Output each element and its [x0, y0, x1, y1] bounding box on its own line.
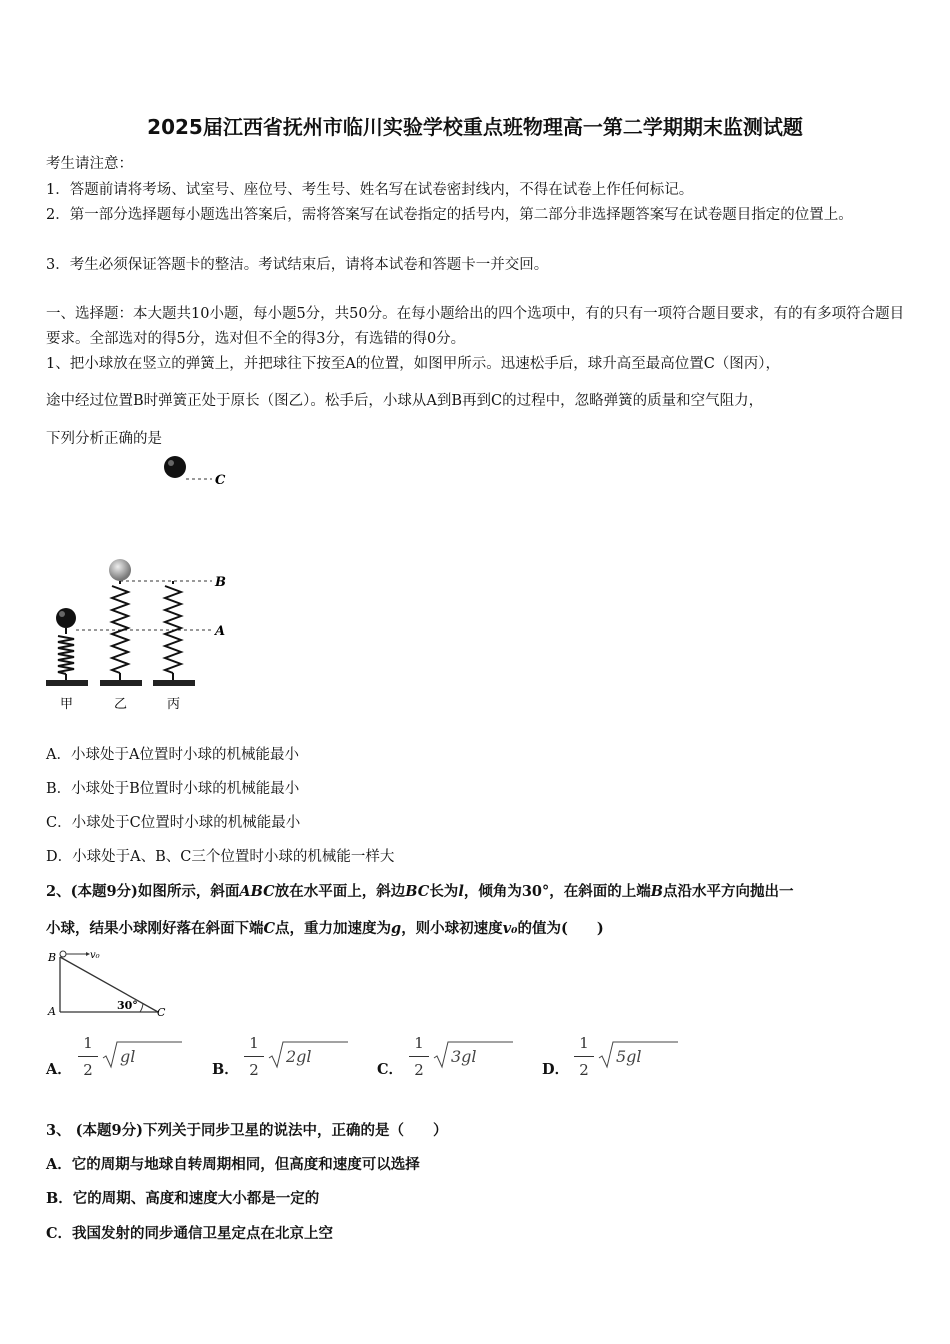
- incline-label-v0: v₀: [90, 950, 100, 961]
- spring-yi: [100, 559, 142, 686]
- incline-label-angle: 30°: [117, 999, 138, 1012]
- svg-text:3gl: 3gl: [451, 1047, 477, 1066]
- q1-stem-line2: 途中经过位置B时弹簧正处于原长（图乙）。松手后，小球从A到B再到C的过程中，忽略弹簧的质量和空气阻力，: [46, 393, 764, 409]
- q2-stem-line2: 小球，结果小球刚好落在斜面下端C点，重力加速度为g，则小球初速度v₀的值为( ): [46, 920, 604, 937]
- q3-option-a: A．它的周期与地球自转周期相同，但高度和速度可以选择: [46, 1156, 420, 1173]
- spring-figure: [40, 450, 250, 720]
- incline-label-b: B: [48, 951, 57, 964]
- svg-text:5gl: 5gl: [616, 1047, 642, 1066]
- notice-item-2: 2．第一部分选择题每小题选出答案后，需将答案写在试卷指定的括号内，第二部分非选择题答案写在试卷题目指定的位置上。: [46, 207, 853, 223]
- spring-jia: [46, 608, 88, 686]
- q1-stem-line3: 下列分析正确的是: [46, 431, 162, 447]
- q3-option-c: C．我国发射的同步通信卫星定点在北京上空: [46, 1225, 334, 1242]
- incline-label-c: C: [157, 1006, 166, 1019]
- incline-label-a: A: [48, 1005, 56, 1018]
- q2-options: A． 1 2 gl B． 1 2 2gl C． 1 2 3gl D． 1 2 5gl: [46, 1032, 906, 1084]
- label-b: B: [215, 575, 226, 590]
- section-intro: 一、选择题：本大题共10小题，每小题5分，共50分。在每小题给出的四个选项中，有的只有一项符合题目要求，有的有多项符合题目要求。全部选对的得5分，选对但不全的得3分，有选错的得0分。: [46, 306, 905, 347]
- caption-bing: 丙: [167, 697, 181, 712]
- q3-option-b: B．它的周期、高度和速度大小都是一定的: [46, 1190, 320, 1207]
- label-a: A: [215, 624, 226, 639]
- q1-option-d: D．小球处于A、B、C三个位置时小球的机械能一样大: [46, 849, 395, 865]
- incline-figure: [44, 944, 174, 1024]
- notice-heading: 考生请注意：: [46, 156, 133, 172]
- page-title: 2025届江西省抚州市临川实验学校重点班物理高一第二学期期末监测试题: [147, 115, 803, 139]
- q1-option-a: A．小球处于A位置时小球的机械能最小: [46, 747, 299, 763]
- caption-yi: 乙: [114, 697, 128, 712]
- q3-stem: 3、 (本题9分)下列关于同步卫星的说法中，正确的是（ ）: [46, 1122, 448, 1139]
- q1-option-b: B．小球处于B位置时小球的机械能最小: [46, 781, 300, 797]
- notice-item-1: 1．答题前请将考场、试室号、座位号、考生号、姓名写在试卷密封线内，不得在试卷上作任何标记。: [46, 182, 694, 198]
- label-c: C: [215, 473, 226, 488]
- spring-bing: [153, 581, 195, 686]
- q1-stem-line1: 1、把小球放在竖立的弹簧上，并把球往下按至A的位置，如图甲所示。迅速松手后，球升高至最高位置C（图丙），: [46, 356, 781, 372]
- q2-stem-line1: 2、(本题9分)如图所示，斜面ABC放在水平面上，斜边BC长为l，倾角为30°，在斜面的上端B点沿水平方向抛出一: [46, 883, 794, 900]
- svg-text:2gl: 2gl: [286, 1047, 312, 1066]
- ball-c: [164, 456, 186, 478]
- q1-option-c: C．小球处于C位置时小球的机械能最小: [46, 815, 301, 831]
- svg-text:gl: gl: [120, 1047, 136, 1066]
- notice-item-3: 3．考生必须保证答题卡的整洁。考试结束后，请将本试卷和答题卡一并交回。: [46, 257, 549, 273]
- caption-jia: 甲: [60, 697, 74, 712]
